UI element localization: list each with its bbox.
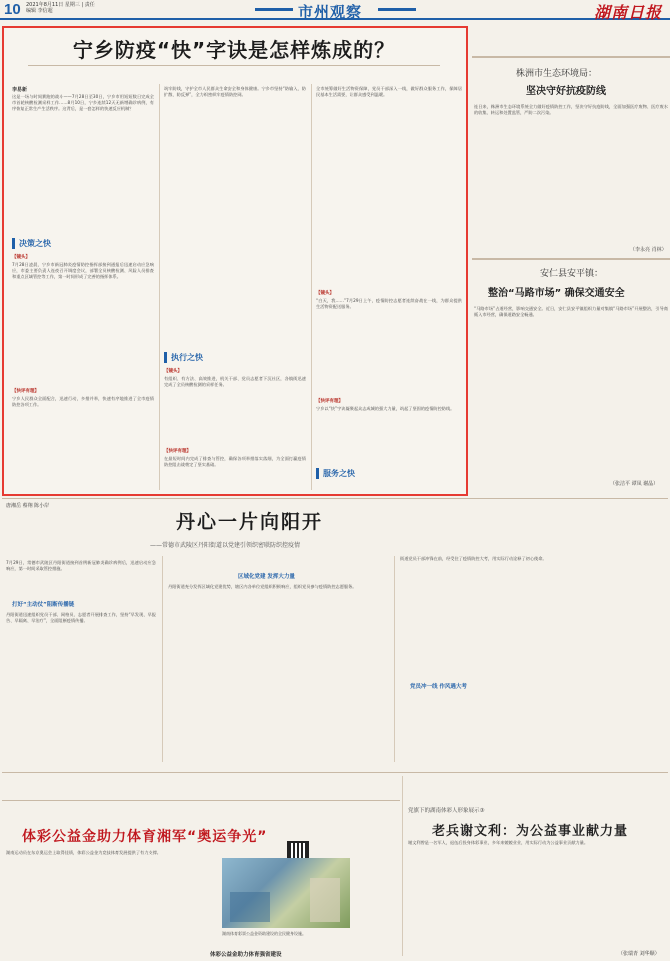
section-title: 市州观察 xyxy=(298,3,363,21)
date-line: 2021年8月11日 星期三 | 责任编辑 李信超 xyxy=(26,2,95,14)
page-masthead xyxy=(0,0,670,20)
col-rule xyxy=(162,556,163,762)
sidebar-story1-head[interactable]: 坚决守好抗疫防线 xyxy=(526,86,606,97)
story3-text: 湖南运动员在东京奥运会上取得佳绩，体彩公益金为竞技体育发展提供了有力支撑。 xyxy=(6,850,161,855)
section-deco-left xyxy=(255,8,293,11)
story2-byline: 唐湘岳 蔡翔 陈小岸 xyxy=(6,503,50,509)
sidebar-story2-head[interactable]: 整治“马路市场” 确保交通安全 xyxy=(488,288,625,299)
lead-tag-2b: 【快评有理】 xyxy=(164,449,191,454)
story2-text-3: 丹阳街道充分发挥区域化党建优势，辖区内各单位党组织积极响应，组织党员参与疫情防控志愿服务。 xyxy=(168,584,357,589)
sidebar-story2-kicker: 安仁县安平镇： xyxy=(540,269,604,279)
story4-kicker: 党旗下的湖南体彩人形象展示③ xyxy=(408,808,485,814)
story2-text-2: 丹阳街道迅速组织党员干部、网格员、志愿者开展排查工作，坚持“早发现、早报告、早隔离、早治疗”，全面阻断疫情传播。 xyxy=(6,612,156,624)
lead-headline-bar xyxy=(28,34,440,66)
story2-title[interactable]: 丹心一片向阳开 xyxy=(176,511,324,533)
sidebar-story1-kicker: 株洲市生态环境局： xyxy=(516,69,598,79)
lead-headline[interactable]: 宁乡防疫“快”字诀是怎样炼成的？ xyxy=(72,38,396,62)
section-rule xyxy=(2,800,400,801)
sidebar-story2-byline: （张洁平 谭凤 谢晶） xyxy=(610,481,659,487)
sidebar-rule xyxy=(472,258,670,260)
sidebar-story1-text: 连日来，株洲市生态环境系统全力做好疫情防控工作，坚决守好抗疫防线，全面加强医疗废物、医疗废水的收集、转运和处置监管，严防二次污染。 xyxy=(474,104,668,116)
lead-col3c-text: 宁乡以“快”字诀凝聚起众志成城的强大力量，筑起了坚固的疫情防控防线。 xyxy=(316,406,455,411)
section-rule xyxy=(2,772,668,773)
lead-tag-2: 【镜头】 xyxy=(164,369,182,374)
lead-col1-text: 这是一场与时间赛跑的战斗——7月28日至30日，宁乡市用短短数日完成全市首轮核酸检测采样工作……8月10日，宁乡连续12天无新增确诊病例，有序恢复正常生产生活秩序。这背后，是一套怎样的快速反应机制？ xyxy=(12,94,154,112)
col-rule xyxy=(159,84,160,490)
lead-tag-1b: 【快评有理】 xyxy=(12,389,39,394)
story4-title[interactable]: 老兵谢文利：为公益事业献力量 xyxy=(432,824,629,839)
paper-logo: 湖南日报 xyxy=(593,3,662,22)
story3-title[interactable]: 体彩公益金助力体育湘军“奥运争光” xyxy=(22,829,268,845)
sidebar-story1-byline: （李永亮 肖林） xyxy=(630,247,667,253)
lead-col1c-text: 宁乡人民群众全面配合，迅速行动，多措并举，快速有序地推进了全市疫情防控各项工作。 xyxy=(12,396,154,408)
story3-subhead: 体彩公益金助力体育强省建设 xyxy=(210,952,282,958)
story4-text: 谢文利曾是一名军人，退伍后投身体彩事业，多年来兢兢业业，用实际行动为公益事业贡献力量。 xyxy=(408,840,589,845)
lead-tag-3: 【镜头】 xyxy=(316,291,334,296)
story4-byline: （张瑞青 刘华顺） xyxy=(618,951,660,957)
lead-tag-3b: 【快评有理】 xyxy=(316,399,343,404)
lead-byline: 李易新 xyxy=(12,87,28,93)
page-number: 10 xyxy=(4,1,21,18)
lead-col2-text: 筑牢防线，守护全市人民群众生命安全和身体健康。宁乡市坚持“防输入、防扩散、防反弹”，全力织密织牢疫情防控网。 xyxy=(164,86,306,98)
lead-subhead-3: 服务之快 xyxy=(316,468,355,479)
photo-caption: 湖南体育彩票公益金资助建设的全民健身设施。 xyxy=(222,931,306,936)
lead-story-frame xyxy=(2,26,468,496)
col-rule xyxy=(402,776,403,956)
lead-subhead-2: 执行之快 xyxy=(164,352,203,363)
sidebar-story2-text: “马路市场”占道经营，影响交通安全。近日，安仁县安平镇组织力量对集镇“马路市场”开展整治，引导商贩入市经营，确保道路安全畅通。 xyxy=(474,306,668,318)
lead-col1b-text: 7月28日凌晨，宁乡市新冠肺炎疫情防控指挥部接到通报后迅速启动应急响应，市委主要负责人连夜召开调度会议，部署全员核酸检测、风险人员排查和重点区域管控等工作，第一时间形成了完善的指挥体系。 xyxy=(12,262,154,280)
col-rule xyxy=(311,84,312,490)
story2-text-1: 7月29日，常德市武陵区丹阳街道接到首例新冠肺炎确诊病例后，迅速启动应急响应，第一时间采取管控措施。 xyxy=(6,560,156,572)
col-rule xyxy=(394,556,395,762)
story2-text-4: 街道党员干部冲锋在前，经受住了疫情防控大考，用实际行动诠释了初心使命。 xyxy=(400,556,547,561)
story2-subhead-2: 区域化党建 发挥大力量 xyxy=(238,574,295,580)
lead-col2c-text: 在最短时间内完成了排查与管控，确保各项举措落实落细，为全面打赢疫情防控阻击战奠定了坚实基础。 xyxy=(164,456,306,468)
lead-col3b-text: “白天，我……”7月29日上午，疫情防控志愿者连续奋战在一线，为群众提供生活物资配送服务。 xyxy=(316,298,462,310)
lead-tag-1: 【镜头】 xyxy=(12,255,30,260)
lead-subhead-1: 决策之快 xyxy=(12,238,51,249)
story2-subtitle: ——常德市武陵区丹阳街道以党建引领织密联防织控疫情 xyxy=(150,542,301,549)
section-deco-right xyxy=(378,8,416,11)
sports-facility-photo xyxy=(222,858,350,928)
story2-subhead-3: 党员冲一线 作风遇大考 xyxy=(410,684,467,690)
lead-col3-text: 全市统筹做好生活物资保障，党员干部深入一线，做好群众服务工作，保障居民基本生活需要，让群众感受到温暖。 xyxy=(316,86,462,98)
story2-subhead-1: 打好“主动仗”阻断传播链 xyxy=(12,602,75,608)
sidebar-rule xyxy=(472,56,670,58)
lead-col2b-text: 有组织、有方法、高效推进，机关干部、党员志愿者下沉社区，各镇街迅速完成了全员核酸检测的采样任务。 xyxy=(164,376,306,388)
